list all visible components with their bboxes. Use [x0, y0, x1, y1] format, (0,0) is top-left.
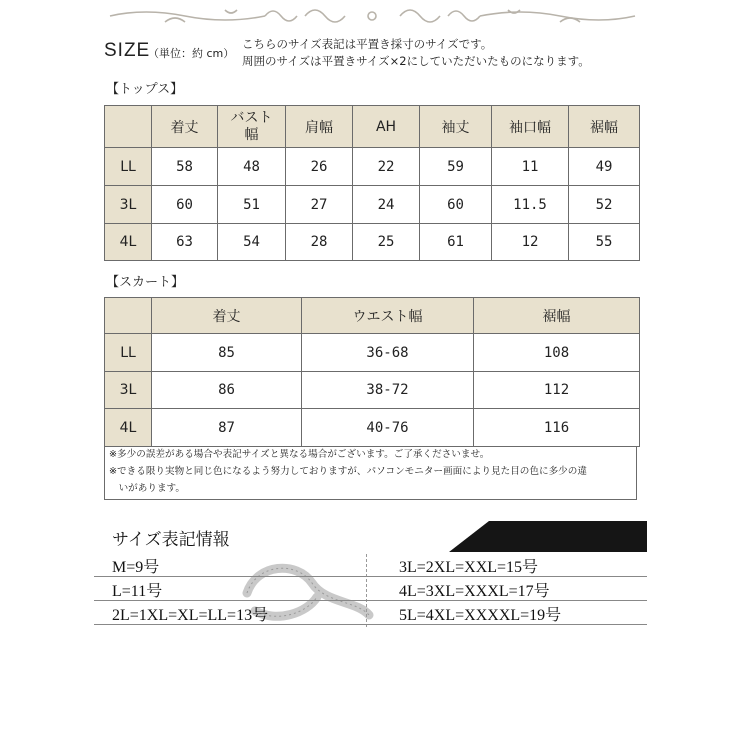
size-info-row [94, 601, 647, 625]
size-unit: （単位：約 cm） [148, 47, 235, 60]
table-cell: 54 [218, 224, 286, 261]
size-note [242, 36, 590, 70]
table-cell: 11.5 [492, 186, 569, 224]
size-info-left: M=9号 [112, 559, 160, 576]
table-cell: 52 [569, 186, 640, 224]
table-cell: 48 [218, 148, 286, 186]
table-row [105, 334, 640, 372]
row-header: 3L [105, 186, 152, 224]
size-info-right: 3L=2XL=XXL=15号 [399, 559, 539, 576]
table-cell: 55 [569, 224, 640, 261]
size-info-bar [94, 521, 647, 552]
size-info-right: 5L=4XL=XXXXL=19号 [399, 607, 562, 624]
column-header: 袖丈 [420, 106, 492, 148]
table-cell: 85 [152, 334, 302, 372]
table-row [105, 224, 640, 261]
table-cell: 12 [492, 224, 569, 261]
column-header: 裾幅 [569, 106, 640, 148]
tops-label: 【トップス】 [106, 82, 184, 97]
note-line: ※できる限り実物と同じ色になるよう努力しておりますが、パソコンモニター画面により見た目の色に多少の違 [109, 466, 587, 477]
table-cell: 40-76 [302, 409, 474, 447]
table-cell: 28 [286, 224, 353, 261]
corner-cell [105, 106, 152, 148]
table-row [105, 148, 640, 186]
table-cell: 38-72 [302, 372, 474, 409]
column-header: 着丈 [152, 106, 218, 148]
size-info-title: サイズ表記情報 [112, 530, 230, 549]
table-cell: 49 [569, 148, 640, 186]
column-header: 裾幅 [474, 298, 640, 334]
note-line: いがあります。 [109, 483, 185, 494]
table-row [105, 372, 640, 409]
size-note-line: こちらのサイズ表記は平置き採寸のサイズです。 [242, 37, 493, 51]
table-cell: 63 [152, 224, 218, 261]
size-info-left: L=11号 [112, 583, 163, 600]
table-cell: 27 [286, 186, 353, 224]
column-header: AH [353, 106, 420, 148]
table-cell: 60 [152, 186, 218, 224]
table-cell: 24 [353, 186, 420, 224]
skirt-label: 【スカート】 [106, 275, 185, 290]
table-cell: 22 [353, 148, 420, 186]
table-cell: 61 [420, 224, 492, 261]
row-header: 4L [105, 409, 152, 447]
row-header: 3L [105, 372, 152, 409]
size-title: SIZE [104, 40, 151, 61]
table-row [105, 409, 640, 447]
row-header: 4L [105, 224, 152, 261]
row-header: LL [105, 334, 152, 372]
size-info-left: 2L=1XL=XL=LL=13号 [112, 607, 269, 624]
bar-slant [449, 521, 489, 552]
size-info-row [94, 553, 647, 577]
table-cell: 59 [420, 148, 492, 186]
table-cell: 51 [218, 186, 286, 224]
skirt-table [104, 297, 640, 447]
tops-table [104, 105, 640, 261]
tops-header-row [105, 106, 640, 148]
table-cell: 58 [152, 148, 218, 186]
notes-box [104, 446, 637, 500]
table-cell: 36-68 [302, 334, 474, 372]
column-header: ウエスト幅 [302, 298, 474, 334]
table-cell: 11 [492, 148, 569, 186]
table-row [105, 186, 640, 224]
size-info-row [94, 577, 647, 601]
size-note-line: 周囲のサイズは平置きサイズ×2にしていただいたものになります。 [242, 54, 590, 68]
table-cell: 60 [420, 186, 492, 224]
corner-cell [105, 298, 152, 334]
note-line: ※多少の誤差がある場合や表記サイズと異なる場合がございます。ご了承くださいませ。 [109, 449, 490, 460]
size-info-panel [94, 521, 647, 629]
table-cell: 87 [152, 409, 302, 447]
table-cell: 108 [474, 334, 640, 372]
column-header: 着丈 [152, 298, 302, 334]
column-header: バスト 幅 [218, 106, 286, 148]
table-cell: 26 [286, 148, 353, 186]
decorative-ornament [105, 2, 640, 30]
table-cell: 25 [353, 224, 420, 261]
table-cell: 116 [474, 409, 640, 447]
table-cell: 112 [474, 372, 640, 409]
size-info-right: 4L=3XL=XXXL=17号 [399, 583, 550, 600]
column-header: 肩幅 [286, 106, 353, 148]
column-header: 袖口幅 [492, 106, 569, 148]
row-header: LL [105, 148, 152, 186]
table-cell: 86 [152, 372, 302, 409]
skirt-header-row [105, 298, 640, 334]
